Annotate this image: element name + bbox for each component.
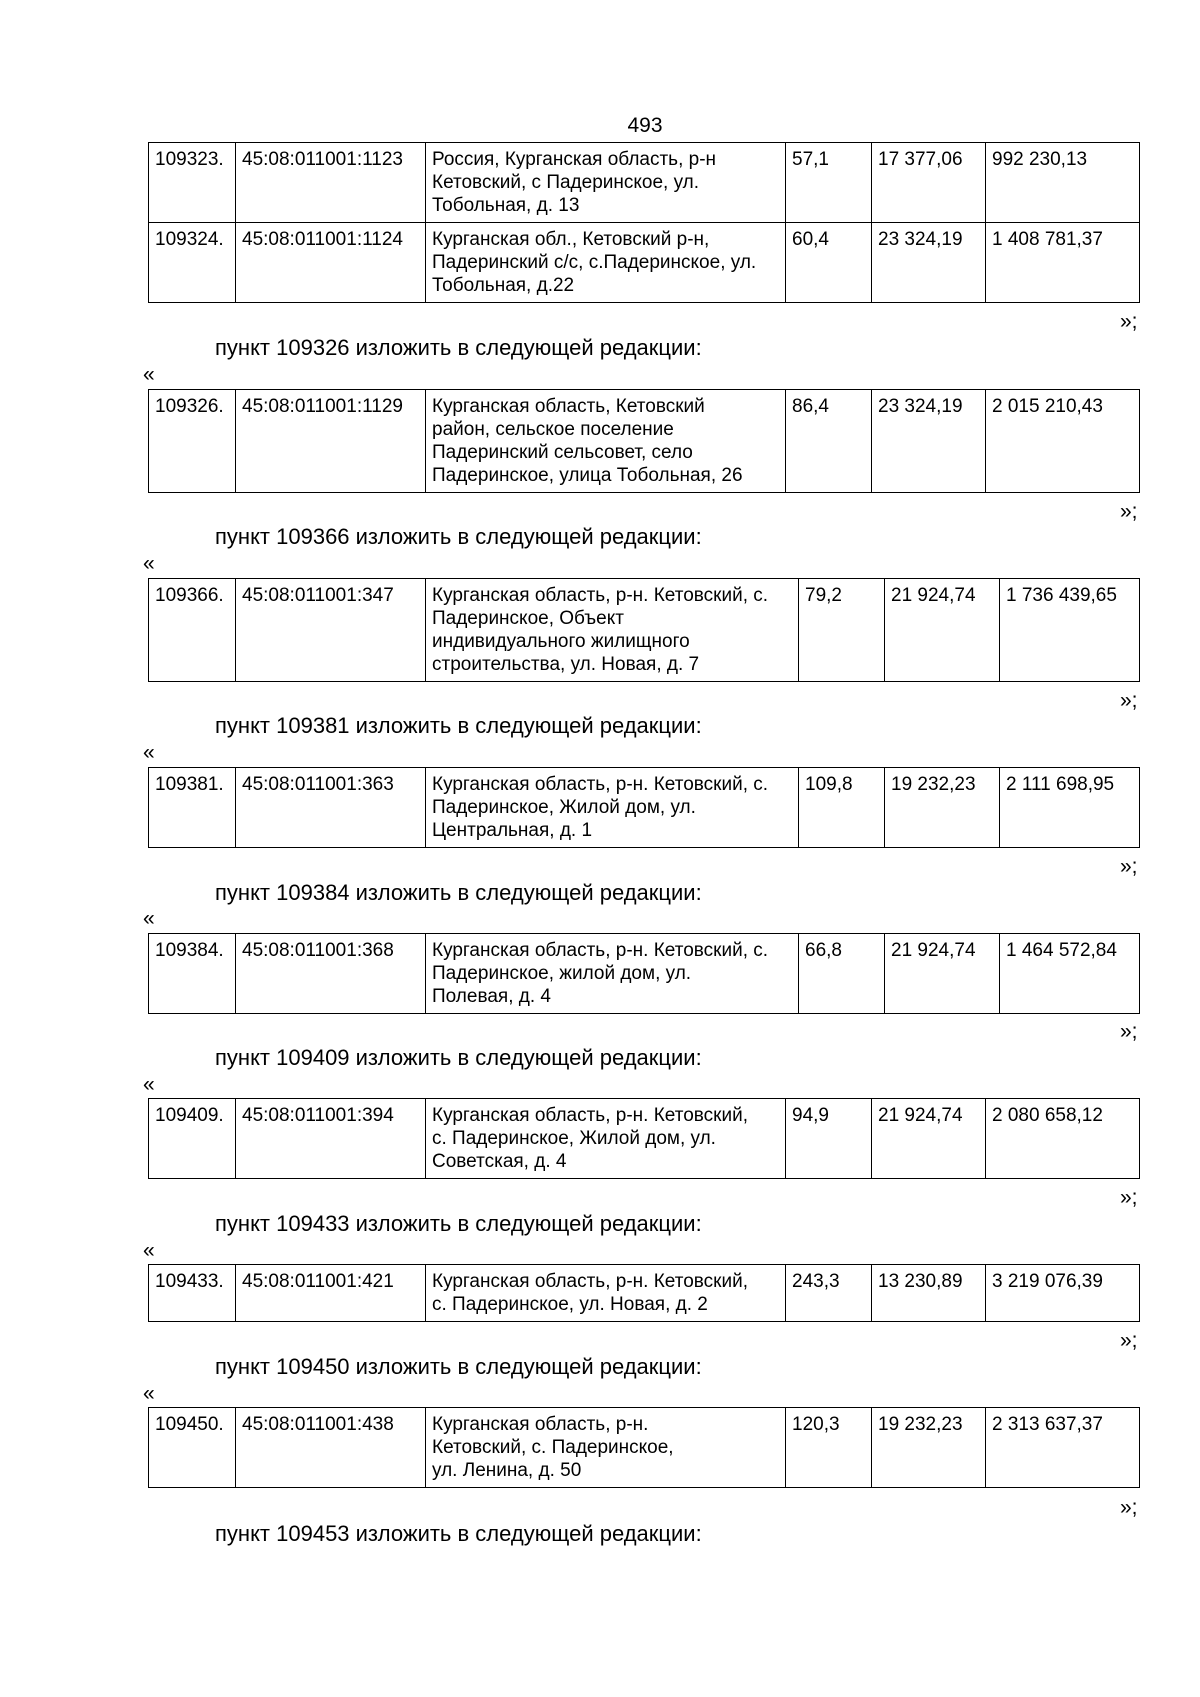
table-row [149,143,1140,223]
closing-quote: »; [1120,500,1138,523]
address-line: Россия, Курганская область, р-н [432,149,717,170]
cadastral-table [148,1407,1140,1488]
specific-value: 23 324,19 [872,223,986,303]
address-line: Падеринское, Объект [432,608,624,629]
address-line: Падеринское, улица Тобольная, 26 [432,465,743,486]
address [426,1265,786,1322]
address-line: Тобольная, д. 13 [432,195,580,216]
address [426,143,786,223]
cadastral-value: 1 408 781,37 [986,223,1140,303]
table-row [149,934,1140,1014]
specific-value: 21 924,74 [885,579,1000,682]
amendment-instruction: пункт 109453 изложить в следующей редакции: [215,1521,702,1546]
specific-value: 17 377,06 [872,143,986,223]
cadastral-value: 1 464 572,84 [1000,934,1140,1014]
area: 109,8 [799,768,885,848]
table-row [149,1099,1140,1179]
item-number: 109366. [149,579,236,682]
cadastral-value: 1 736 439,65 [1000,579,1140,682]
address [426,768,799,848]
cadastral-value: 2 015 210,43 [986,390,1140,493]
table-row [149,1265,1140,1322]
page-number: 493 [627,114,663,137]
address-line: Центральная, д. 1 [432,820,593,841]
address [426,579,799,682]
table-row [149,579,1140,682]
address-line: Курганская область, р-н. Кетовский, [432,1271,748,1292]
amendment-instruction: пункт 109433 изложить в следующей редакции: [215,1211,702,1236]
item-number: 109450. [149,1408,236,1488]
address-line: Падеринский с/с, с.Падеринское, ул. [432,252,757,273]
cadastral-number: 45:08:011001:1124 [236,223,426,303]
specific-value: 13 230,89 [872,1265,986,1322]
address-line: Курганская область, р-н. Кетовский, [432,1105,748,1126]
item-number: 109324. [149,223,236,303]
amendment-instruction: пункт 109326 изложить в следующей редакции: [215,335,702,360]
area: 120,3 [786,1408,872,1488]
cadastral-number: 45:08:011001:394 [236,1099,426,1179]
opening-quote: « [143,1073,155,1096]
cadastral-number: 45:08:011001:347 [236,579,426,682]
amendment-instruction: пункт 109366 изложить в следующей редакции: [215,524,702,549]
address-line: строительства, ул. Новая, д. 7 [432,654,700,675]
item-number: 109381. [149,768,236,848]
cadastral-number: 45:08:011001:438 [236,1408,426,1488]
cadastral-table [148,1264,1140,1322]
specific-value: 21 924,74 [885,934,1000,1014]
area: 86,4 [786,390,872,493]
address-line: Полевая, д. 4 [432,986,551,1007]
area: 57,1 [786,143,872,223]
area: 60,4 [786,223,872,303]
opening-quote: « [143,907,155,930]
cadastral-value: 2 111 698,95 [1000,768,1140,848]
closing-quote: »; [1120,855,1138,878]
cadastral-value: 2 313 637,37 [986,1408,1140,1488]
address-line: Курганская область, р-н. Кетовский, с. [432,774,769,795]
area: 79,2 [799,579,885,682]
opening-quote: « [143,552,155,575]
address-line: с. Падеринское, ул. Новая, д. 2 [432,1294,708,1315]
amendment-instruction: пункт 109450 изложить в следующей редакции: [215,1354,702,1379]
address-line: Падеринское, Жилой дом, ул. [432,797,696,818]
specific-value: 19 232,23 [872,1408,986,1488]
cadastral-table [148,142,1140,303]
specific-value: 23 324,19 [872,390,986,493]
address-line: Курганская обл., Кетовский р-н, [432,229,710,250]
area: 94,9 [786,1099,872,1179]
table-row [149,223,1140,303]
specific-value: 21 924,74 [872,1099,986,1179]
item-number: 109433. [149,1265,236,1322]
cadastral-number: 45:08:011001:368 [236,934,426,1014]
amendment-instruction: пункт 109381 изложить в следующей редакции: [215,713,702,738]
cadastral-table [148,767,1140,848]
address-line: Курганская область, Кетовский [432,396,705,417]
address-line: Курганская область, р-н. Кетовский, с. [432,940,769,961]
address-line: Кетовский, с Падеринское, ул. [432,172,700,193]
address-line: Советская, д. 4 [432,1151,567,1172]
cadastral-value: 992 230,13 [986,143,1140,223]
address-line: Падеринский сельсовет, село [432,442,693,463]
address-line: Падеринское, жилой дом, ул. [432,963,692,984]
cadastral-table [148,578,1140,682]
opening-quote: « [143,363,155,386]
cadastral-table [148,389,1140,493]
amendment-instruction: пункт 109384 изложить в следующей редакции: [215,880,702,905]
opening-quote: « [143,1382,155,1405]
cadastral-value: 2 080 658,12 [986,1099,1140,1179]
item-number: 109409. [149,1099,236,1179]
address-line: район, сельское поселение [432,419,674,440]
cadastral-value: 3 219 076,39 [986,1265,1140,1322]
area: 66,8 [799,934,885,1014]
address-line: с. Падеринское, Жилой дом, ул. [432,1128,716,1149]
item-number: 109323. [149,143,236,223]
closing-quote: »; [1120,1186,1138,1209]
address-line: индивидуального жилищного [432,631,690,652]
closing-quote: »; [1120,689,1138,712]
address-line: ул. Ленина, д. 50 [432,1460,582,1481]
cadastral-number: 45:08:011001:1129 [236,390,426,493]
address [426,1099,786,1179]
closing-quote: »; [1120,1496,1138,1519]
table-row [149,1408,1140,1488]
table-row [149,390,1140,493]
opening-quote: « [143,741,155,764]
address [426,934,799,1014]
closing-quote: »; [1120,1020,1138,1043]
closing-quote: »; [1120,1329,1138,1352]
area: 243,3 [786,1265,872,1322]
amendment-instruction: пункт 109409 изложить в следующей редакции: [215,1045,702,1070]
address-line: Курганская область, р-н. Кетовский, с. [432,585,769,606]
opening-quote: « [143,1239,155,1262]
cadastral-number: 45:08:011001:363 [236,768,426,848]
address-line: Курганская область, р-н. [432,1414,649,1435]
address [426,223,786,303]
cadastral-number: 45:08:011001:1123 [236,143,426,223]
table-row [149,768,1140,848]
address [426,1408,786,1488]
address-line: Кетовский, с. Падеринское, [432,1437,674,1458]
cadastral-table [148,1098,1140,1179]
cadastral-table [148,933,1140,1014]
closing-quote: »; [1120,310,1138,333]
item-number: 109384. [149,934,236,1014]
item-number: 109326. [149,390,236,493]
address-line: Тобольная, д.22 [432,275,575,296]
address [426,390,786,493]
specific-value: 19 232,23 [885,768,1000,848]
cadastral-number: 45:08:011001:421 [236,1265,426,1322]
